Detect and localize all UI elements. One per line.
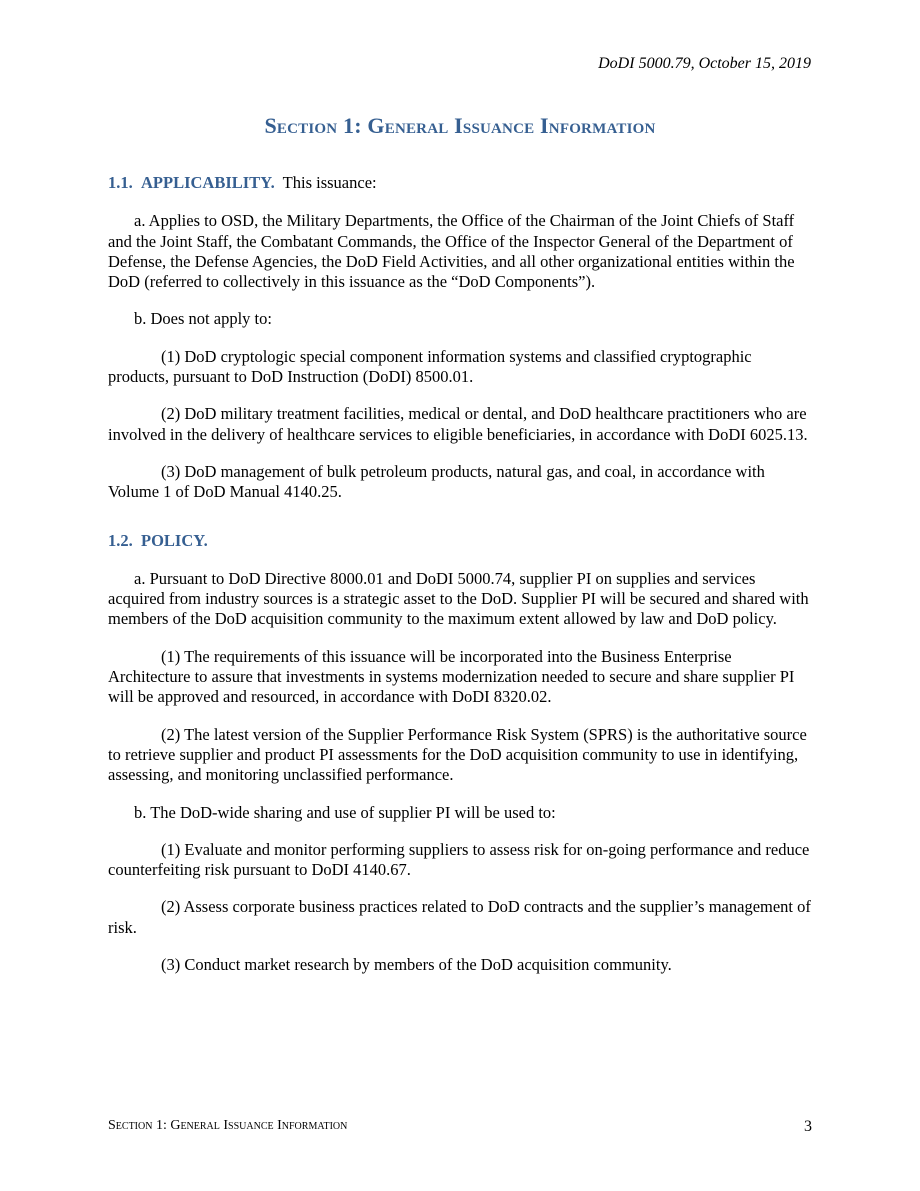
- document-body: [108, 173, 812, 992]
- applicability-number: 1.1.: [108, 173, 133, 192]
- policy-title: POLICY.: [141, 530, 208, 550]
- applicability-para-b3: (3) DoD management of bulk petroleum products, natural gas, and coal, in accordance with Volume 1 of DoD Manual 4140.25.: [108, 461, 765, 502]
- applicability-para-b1: (1) DoD cryptologic special component information systems and classified cryptographic products, pursuant to DoD Instruction (DoDI) 8500.01.: [108, 346, 752, 387]
- applicability-heading: [108, 173, 812, 193]
- policy-para-a: a. Pursuant to DoD Directive 8000.01 and DoDI 5000.74, supplier PI on supplies and services acquired from industry sources is a strategic asset to the DoD. Supplier PI will be secured and shared with members of the DoD acquisition community to the maximum extent allowed by law and DoD policy.: [108, 568, 809, 629]
- applicability-para-b2: (2) DoD military treatment facilities, medical or dental, and DoD healthcare practitioners who are involved in the delivery of healthcare services to eligible beneficiaries, in accordance with DoDI 6025.13.: [108, 404, 808, 444]
- applicability-title: APPLICABILITY.: [141, 173, 275, 192]
- page-footer: [108, 1118, 812, 1134]
- applicability-para-b: b. Does not apply to:: [134, 309, 272, 329]
- page-header-doc-id: DoDI 5000.79, October 15, 2019: [598, 55, 811, 72]
- section-title: Section 1: General Issuance Information: [264, 113, 656, 138]
- policy-para-b: b. The DoD-wide sharing and use of supplier PI will be used to:: [134, 802, 556, 822]
- policy-para-a2: (2) The latest version of the Supplier Performance Risk System (SPRS) is the authoritative source to retrieve supplier and product PI assessments for the DoD acquisition community to use in identifying, assessing, and monitoring unclassified performance.: [108, 724, 807, 785]
- policy-para-b3: (3) Conduct market research by members of the DoD acquisition community.: [161, 955, 672, 975]
- policy-heading: [108, 531, 812, 551]
- applicability-para-a: a. Applies to OSD, the Military Departments, the Office of the Chairman of the Joint Chiefs of Staff and the Joint Staff, the Combatant Commands, the Office of the Inspector General of the Department of Defense, the Defense Agencies, the DoD Field Activities, and all other organizational entities within the DoD (referred to collectively in this issuance as the “DoD Components”).: [108, 211, 795, 292]
- policy-para-b2: (2) Assess corporate business practices related to DoD contracts and the supplier’s management of risk.: [108, 897, 811, 937]
- policy-para-b1: (1) Evaluate and monitor performing suppliers to assess risk for on-going performance and reduce counterfeiting risk pursuant to DoDI 4140.67.: [108, 839, 810, 880]
- applicability-intro: This issuance:: [282, 173, 377, 192]
- policy-number: 1.2.: [108, 530, 133, 550]
- page-number: 3: [804, 1118, 812, 1135]
- footer-section-label: Section 1: General Issuance Information: [108, 1118, 348, 1133]
- policy-para-a1: (1) The requirements of this issuance will be incorporated into the Business Enterprise Architecture to assure that investments in systems modernization needed to secure and share supplier PI will be approved and resourced, in accordance with DoDI 8320.02.: [108, 646, 795, 707]
